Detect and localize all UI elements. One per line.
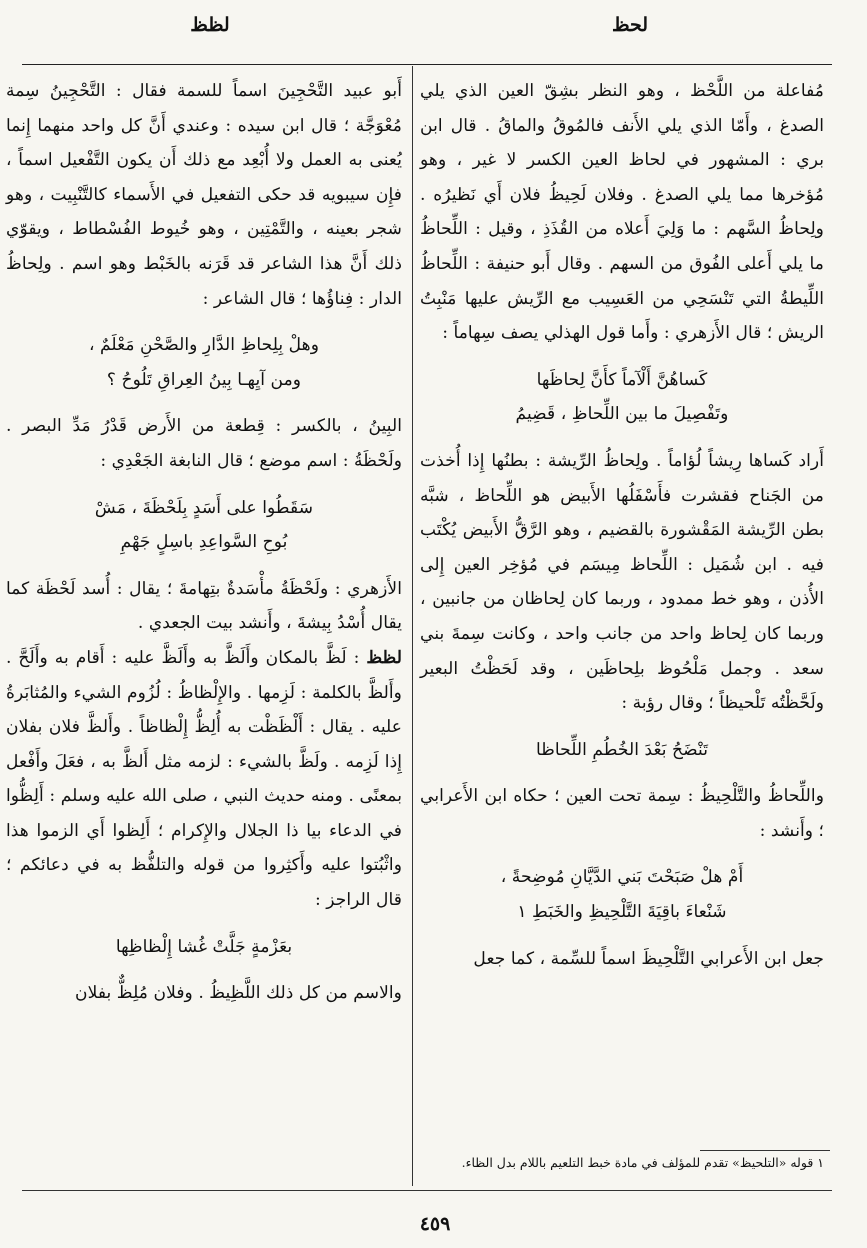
left-paragraph-3: الأَزهري : ولَحْظَةُ مأْسَدةٌ بتِهامةَ ؛ يقال : أُسد لَحْظَة كما يقال أُسْدُ بِيشةَ ، وأَنشد بيت الجعدي . — [6, 578, 402, 634]
left-paragraph-5: والاسم من كل ذلك اللَّظِيظُ . وفلان مُلِظٌّ بفلان — [74, 983, 402, 1004]
left-paragraph-1: أَبو عبيد التَّحْجِينَ اسماً للسمة فقال : التَّحْجِينُ سِمة مُعْوَجَّة ؛ قال ابن سيده : وعندي أَنَّ كل واحد منهما إِنما يُعنى به العمل ولا أُبْعِد مع ذلك أَن يكون التَّفْعيل اسماً ، فإِن سيبويه قد حكى التفعيل في الأَسماء كالتَّنْبِيت ، وهو شجر بعينه ، والتَّمْتِين ، وهو خُيوط الفُسْطاط ، ويقوّي ذلك أَنَّ هذا الشاعر قد قَرَنه بالخَبْط وهو اسم . ولِحاظُ الدار : فِناؤُها ؛ قال الشاعر : — [6, 81, 402, 309]
left-verse-3 — [6, 930, 402, 965]
verse-line: سَقَطُوا على أَسَدٍ بِلَحْظَةَ ، مَشْ — [94, 497, 314, 518]
verse-line: وهلْ بِلِحاظِ الدَّارِ والصَّحْنِ مَعْلَمٌ ، — [88, 335, 320, 356]
right-paragraph-4: جعل ابن الأَعرابي التَّلْحِيظَ اسماً للسِّمة ، كما جعل — [473, 948, 824, 969]
footnote-rule — [700, 1150, 830, 1151]
header-left-entry: لظظ — [190, 14, 230, 36]
header-right-entry: لحظ — [611, 14, 649, 36]
footnote: ١ قوله «التلحيظ» تقدم للمؤلف في مادة خبط التلعيم باللام بدل الظاء. — [461, 1155, 824, 1170]
verse-line: وتَفْصِيلَ ما بين اللِّحاظِ ، قَضِيمُ — [515, 404, 729, 425]
right-verse-1 — [420, 363, 824, 432]
right-paragraph-2: أَراد كَساها رِيشاً لُؤاماً . ولِحاظُ الرِّيشة : بطنُها إِذا أُخذت من الجَناح فقشرت فأَسْفَلُها الأَبيض هو اللِّحاظ ، شبَّه بطن الرِّيشة المَقْشورة بالقضيم ، وهو الرَّقُّ الأَبيض يُكْتَب فيه . ابن شُمَيل : اللِّحاظ مِيسَم في مُؤخِر العين إِلى الأُذن ، وهو خط ممدود ، وربما كان لِحاظان من جانبين ، وربما كان لِحاظ واحد من جانب واحد ، وكانت سِمةَ بني سعد . وجمل مَلْحُوظ بلِحاظَين ، وقد لَحَظْتُ البعير ولَحَّظْتُه تَلْحيظاً ؛ وقال رؤبة : — [420, 450, 824, 714]
left-verse-2 — [6, 491, 402, 560]
header-rule — [22, 64, 832, 65]
verse-line: بُوحِ السَّواعِدِ باسِلٍ جَهْمِ — [120, 532, 288, 553]
right-column — [420, 74, 824, 976]
page-number: ٤٥٩ — [419, 1213, 451, 1235]
left-paragraph-2: البِينُ ، بالكسر : قِطعة من الأَرض قَدْرُ مَدِّ البصر . ولَحْظَةُ : اسم موضع ؛ قال النابغة الجَعْدِي : — [6, 416, 402, 471]
verse-line: تَنْضَحُ بَعْدَ الخُطُمِ اللِّحاظا — [535, 739, 709, 760]
right-verse-2 — [420, 733, 824, 768]
verse-line: شَنْعاءَ باقِيَةَ التَّلْحِيظِ والخَبَطِ ١ — [517, 902, 727, 923]
footer-rule — [22, 1190, 832, 1191]
left-verse-1 — [6, 328, 402, 397]
right-verse-3 — [420, 860, 824, 929]
entry-body: : لَظَّ بالمكان وأَلَظَّ به وأَلَظَّ عليه : أَقام به وأَلَحَّ . وأَلظَّ بالكلمة : لَزِمها . والإِلْظاظُ : لُزُوم الشيء والمُثابَرةُ عليه . يقال : أَلْظَظْت به أُلِظُّ إِلْظاظاً . وأَلظَّ فلان بفلان إِذا لَزِمه . ولَظَّ بالشيء : لزمه مثل أَلظَّ به ، فعَلَ وأَفْعل بمعنًى . ومنه حديث النبي ، صلى الله عليه وسلم : أَلِظُّوا في الدعاء بيا ذا الجلال والإِكرام ؛ أَلِظوا أَي الزموا هذا واثْبُتوا عليه وأَكثِروا من قوله والتلفُّظ به في دعائكم ؛ قال الراجز : — [6, 647, 402, 911]
right-paragraph-3: واللِّحاظُ والتَّلْحِيظُ : سِمة تحت العين ؛ حكاه ابن الأَعرابي ؛ وأَنشد : — [420, 786, 824, 841]
verse-line: بعَزْمةٍ جَلَّتْ غُشا إِلْظاظِها — [115, 936, 293, 957]
verse-line: أَمْ هلْ صَبَحْتَ بَني الدَّيَّانِ مُوضِحةً ، — [500, 867, 744, 888]
column-divider — [412, 66, 413, 1186]
right-paragraph-1: مُفاعلة من اللَّحْظ ، وهو النظر بشِقّ العين الذي يلي الصدغ ، وأَمّا الذي يلي الأَنف فالمُوقُ والماقُ . قال ابن بري : المشهور في لحاظ العين الكسر لا غير ، وهو مُؤخرها مما يلي الصدغ . وفلان لَحِيظُ فلان أَي نَظيرُه . ولِحاظُ السَّهم : ما وَلِيَ أَعلاه من القُذَذِ ، وقيل : اللِّحاظُ ما يلي أَعلى الفُوق من السهم . وقال أَبو حنيفة : اللِّحاظُ اللِّيطةُ التي تَنْسَحِي من العَسِيب مع الرِّيش عليها مَنْبِتُ الريش ؛ قال الأَزهري : وأَما قول الهذلي يصف سِهاماً : — [420, 81, 824, 344]
verse-line: كَساهُنَّ أَلْآماً كأَنَّ لِحاظَها — [536, 369, 708, 390]
left-column — [6, 74, 402, 1011]
entry-headword: لظظ — [366, 647, 402, 668]
left-paragraph-4 — [6, 641, 402, 918]
verse-line: ومن آيِهـا بِينُ العِراقِ تَلُوحُ ؟ — [106, 369, 302, 390]
